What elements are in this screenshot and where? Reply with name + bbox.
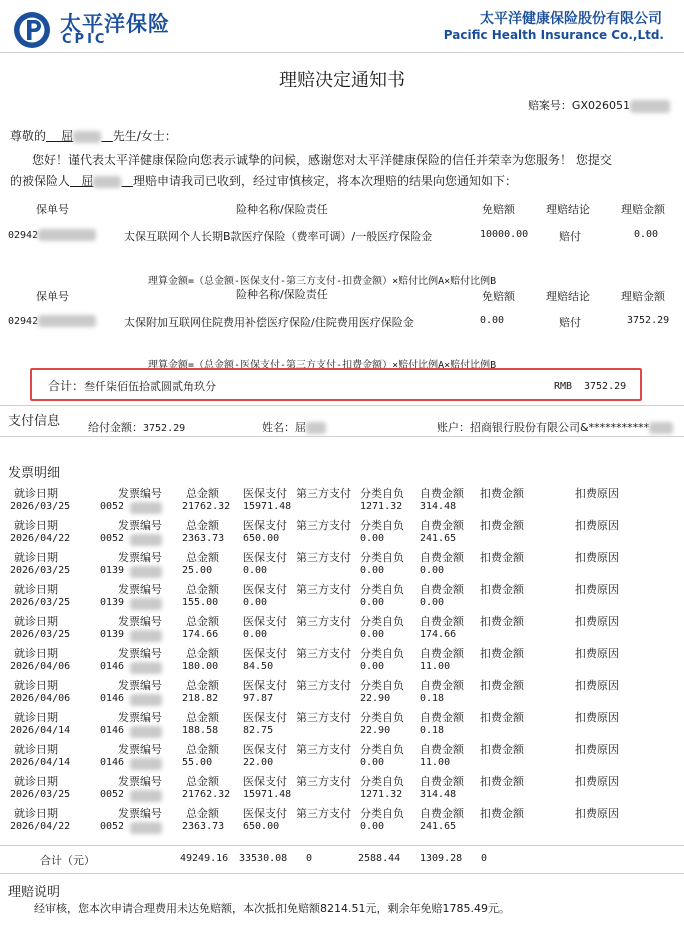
invoice-header-insurance: 医保支付 — [243, 711, 287, 724]
invoice-cell-self: 314.48 — [420, 789, 457, 800]
policy-header-conclusion: 理赔结论 — [546, 290, 590, 303]
invoice-header-classified: 分类自负 — [360, 615, 404, 628]
invoice-cell-no: 0139 — [100, 565, 125, 576]
cpic-logo-icon — [12, 10, 52, 50]
intro-paragraph-line2 — [10, 172, 517, 189]
explanation-title: 理赔说明 — [8, 885, 61, 900]
invoice-header-third-party: 第三方支付 — [296, 775, 351, 788]
invoice-header-classified: 分类自负 — [360, 711, 404, 724]
invoice-cell-no: 0052 — [100, 789, 125, 800]
invoice-cell-self: 241.65 — [420, 533, 457, 544]
invoice-cell-total: 188.58 — [182, 725, 219, 736]
policy-formula: 理算金额=（总金额-医保支付-第三方支付-扣费金额）×赔付比例A×赔付比例B — [148, 276, 497, 287]
invoice-header-deduct-reason: 扣费原因 — [575, 583, 619, 596]
invoice-header-insurance: 医保支付 — [243, 583, 287, 596]
invoice-header-self-paid: 自费金额 — [420, 615, 464, 628]
policy-conclusion: 赔付 — [559, 230, 581, 243]
invoice-cell-date: 2026/04/22 — [10, 533, 71, 544]
policy-header-deductible: 免赔额 — [482, 203, 515, 216]
invoice-cell-classified: 0.00 — [360, 533, 385, 544]
invoice-header-classified: 分类自负 — [360, 647, 404, 660]
redacted-block — [306, 422, 326, 434]
invoice-cell-insurance: 0.00 — [243, 597, 268, 608]
invoice-cell-self: 314.48 — [420, 501, 457, 512]
invoice-header-invoice-no: 发票编号 — [118, 487, 162, 500]
invoice-header-insurance: 医保支付 — [243, 487, 287, 500]
invoice-cell-total: 155.00 — [182, 597, 219, 608]
invoice-cell-self: 174.66 — [420, 629, 457, 640]
invoice-header-deduct: 扣费金额 — [480, 551, 524, 564]
invoice-header-third-party: 第三方支付 — [296, 519, 351, 532]
redacted-block — [130, 822, 162, 834]
payment-account: 账户：招商银行股份有限公司&*********** — [437, 419, 673, 435]
invoice-header-invoice-no: 发票编号 — [118, 711, 162, 724]
invoice-cell-total: 25.00 — [182, 565, 213, 576]
invoice-header-date: 就诊日期 — [14, 679, 58, 692]
redacted-block — [93, 176, 121, 188]
invoice-header-insurance: 医保支付 — [243, 807, 287, 820]
invoice-cell-date: 2026/03/25 — [10, 789, 71, 800]
invoice-cell-self: 11.00 — [420, 757, 451, 768]
invoice-cell-date: 2026/04/14 — [10, 725, 71, 736]
policy-product: 太保互联网个人长期B款医疗保险（费率可调）/一般医疗保险金 — [124, 230, 433, 243]
invoice-header-third-party: 第三方支付 — [296, 679, 351, 692]
invoice-header-self-paid: 自费金额 — [420, 647, 464, 660]
invoice-cell-classified: 0.00 — [360, 565, 385, 576]
invoice-header-invoice-no: 发票编号 — [118, 647, 162, 660]
invoice-cell-no: 0052 — [100, 533, 125, 544]
payment-amount: 给付金额：3752.29 — [88, 421, 186, 434]
invoice-header-classified: 分类自负 — [360, 487, 404, 500]
invoice-cell-classified: 0.00 — [360, 629, 385, 640]
invoice-header-deduct-reason: 扣费原因 — [575, 615, 619, 628]
policy-number: 02942 — [8, 315, 96, 327]
invoice-header-self-paid: 自费金额 — [420, 583, 464, 596]
policy-header-no: 保单号 — [36, 203, 69, 216]
intro-paragraph-line1: 您好！谨代表太平洋健康保险向您表示诚挚的问候，感谢您对太平洋健康保险的信任并荣幸为您服务！ 您提交 — [32, 153, 612, 167]
invoice-header-insurance: 医保支付 — [243, 647, 287, 660]
invoice-header-classified: 分类自负 — [360, 551, 404, 564]
invoice-header-total: 总金额 — [186, 647, 219, 660]
invoice-cell-date: 2026/04/06 — [10, 693, 71, 704]
invoice-header-insurance: 医保支付 — [243, 519, 287, 532]
invoice-header-third-party: 第三方支付 — [296, 807, 351, 820]
intro-prefix: 的被保险人 — [10, 174, 71, 188]
invoice-header-date: 就诊日期 — [14, 519, 58, 532]
invoice-cell-date: 2026/03/25 — [10, 597, 71, 608]
redacted-block — [630, 100, 670, 113]
invoice-header-invoice-no: 发票编号 — [118, 519, 162, 532]
invoice-header-classified: 分类自负 — [360, 775, 404, 788]
invoice-header-date: 就诊日期 — [14, 647, 58, 660]
policy-header-amount: 理赔金额 — [621, 290, 665, 303]
intro-suffix: 理赔申请我司已收到，经过审慎核定，将本次理赔的结果向您通知如下： — [132, 174, 517, 188]
invoice-header-deduct-reason: 扣费原因 — [575, 551, 619, 564]
invoice-header-deduct: 扣费金额 — [480, 519, 524, 532]
redacted-block — [130, 566, 162, 578]
invoice-cell-classified: 1271.32 — [360, 789, 403, 800]
invoice-header-total: 总金额 — [186, 775, 219, 788]
policy-formula: 理算金额=（总金额-医保支付-第三方支付-扣费金额）×赔付比例A×赔付比例B — [148, 360, 497, 371]
invoice-header-date: 就诊日期 — [14, 775, 58, 788]
invoice-cell-self: 241.65 — [420, 821, 457, 832]
invoice-header-self-paid: 自费金额 — [420, 679, 464, 692]
salutation-prefix: 尊敬的 — [10, 129, 47, 143]
invoice-header-invoice-no: 发票编号 — [118, 615, 162, 628]
invoice-cell-no: 0146 — [100, 725, 125, 736]
invoice-header-total: 总金额 — [186, 615, 219, 628]
section-divider — [0, 873, 684, 874]
invoice-cell-classified: 0.00 — [360, 597, 385, 608]
redacted-block — [130, 630, 162, 642]
invoice-cell-date: 2026/03/25 — [10, 629, 71, 640]
invoice-total-divider — [0, 845, 684, 846]
case-number — [528, 97, 670, 113]
invoice-header-total: 总金额 — [186, 551, 219, 564]
invoice-cell-no: 0139 — [100, 597, 125, 608]
invoice-header-insurance: 医保支付 — [243, 615, 287, 628]
invoice-header-third-party: 第三方支付 — [296, 551, 351, 564]
policy-header-product: 险种名称/保险责任 — [236, 288, 328, 301]
invoice-header-third-party: 第三方支付 — [296, 583, 351, 596]
invoice-header-invoice-no: 发票编号 — [118, 743, 162, 756]
invoice-cell-insurance: 22.00 — [243, 757, 274, 768]
invoice-cell-insurance: 15971.48 — [243, 501, 292, 512]
explanation-text: 经审核，您本次申请合理费用未达免赔额，本次抵扣免赔额8214.51元，剩余年免赔1785.49元。 — [34, 902, 510, 915]
invoice-header-date: 就诊日期 — [14, 487, 58, 500]
invoice-header-deduct: 扣费金额 — [480, 647, 524, 660]
salutation — [10, 127, 177, 144]
invoice-cell-insurance: 15971.48 — [243, 789, 292, 800]
invoice-cell-insurance: 0.00 — [243, 629, 268, 640]
invoice-cell-insurance: 650.00 — [243, 821, 280, 832]
invoice-cell-total: 21762.32 — [182, 501, 231, 512]
redacted-block — [38, 315, 96, 327]
invoice-header-self-paid: 自费金额 — [420, 743, 464, 756]
redacted-block — [130, 694, 162, 706]
policy-deductible: 0.00 — [480, 315, 505, 326]
invoice-total-deduct: 0 — [481, 853, 488, 864]
policy-number: 02942 — [8, 229, 96, 241]
company-name-en: Pacific Health Insurance Co.,Ltd. — [443, 28, 664, 42]
invoice-cell-no: 0146 — [100, 757, 125, 768]
invoice-cell-total: 174.66 — [182, 629, 219, 640]
redacted-block — [130, 502, 162, 514]
invoice-header-self-paid: 自费金额 — [420, 711, 464, 724]
invoice-header-invoice-no: 发票编号 — [118, 679, 162, 692]
policy-header-product: 险种名称/保险责任 — [236, 203, 328, 216]
invoice-cell-no: 0052 — [100, 501, 125, 512]
invoice-cell-date: 2026/04/06 — [10, 661, 71, 672]
invoice-cell-total: 2363.73 — [182, 821, 225, 832]
invoice-header-third-party: 第三方支付 — [296, 711, 351, 724]
invoice-header-date: 就诊日期 — [14, 583, 58, 596]
invoice-cell-total: 55.00 — [182, 757, 213, 768]
invoice-cell-classified: 0.00 — [360, 661, 385, 672]
invoice-cell-total: 2363.73 — [182, 533, 225, 544]
invoice-header-invoice-no: 发票编号 — [118, 583, 162, 596]
invoice-header-date: 就诊日期 — [14, 807, 58, 820]
invoice-header-self-paid: 自费金额 — [420, 487, 464, 500]
redacted-block — [38, 229, 96, 241]
invoice-cell-date: 2026/03/25 — [10, 565, 71, 576]
invoice-header-self-paid: 自费金额 — [420, 551, 464, 564]
company-name-cn: 太平洋健康保险股份有限公司 — [480, 11, 662, 27]
invoice-cell-classified: 22.90 — [360, 693, 391, 704]
section-divider — [0, 436, 684, 437]
redacted-block — [130, 662, 162, 674]
invoice-header-total: 总金额 — [186, 807, 219, 820]
invoice-header-insurance: 医保支付 — [243, 679, 287, 692]
policy-header-no: 保单号 — [36, 290, 69, 303]
invoice-header-deduct: 扣费金额 — [480, 743, 524, 756]
case-number-label: 赔案号：GX026051 — [527, 99, 630, 112]
invoice-header-deduct-reason: 扣费原因 — [575, 807, 619, 820]
policy-deductible: 10000.00 — [480, 229, 529, 240]
invoice-header-deduct: 扣费金额 — [480, 487, 524, 500]
invoice-cell-no: 0052 — [100, 821, 125, 832]
invoice-header-deduct: 扣费金额 — [480, 775, 524, 788]
invoice-cell-classified: 1271.32 — [360, 501, 403, 512]
invoice-header-invoice-no: 发票编号 — [118, 551, 162, 564]
redacted-block — [130, 726, 162, 738]
payment-name: 姓名：屈 — [262, 419, 326, 435]
invoice-header-total: 总金额 — [186, 743, 219, 756]
invoice-section-title: 发票明细 — [8, 466, 61, 481]
policy-product: 太保附加互联网住院费用补偿医疗保险/住院费用医疗保险金 — [124, 316, 414, 329]
invoice-cell-insurance: 650.00 — [243, 533, 280, 544]
invoice-total-amount: 49249.16 — [180, 853, 229, 864]
insured-name: 屈 — [81, 174, 94, 188]
invoice-cell-self: 11.00 — [420, 661, 451, 672]
invoice-total-third: 0 — [306, 853, 313, 864]
brand-name-cn: 太平洋保险 — [60, 12, 170, 36]
section-divider — [0, 405, 684, 406]
invoice-cell-insurance: 97.87 — [243, 693, 274, 704]
invoice-header-total: 总金额 — [186, 583, 219, 596]
invoice-cell-no: 0146 — [100, 661, 125, 672]
invoice-header-deduct-reason: 扣费原因 — [575, 519, 619, 532]
payment-section-title: 支付信息 — [8, 414, 61, 429]
redacted-block — [130, 758, 162, 770]
invoice-header-insurance: 医保支付 — [243, 551, 287, 564]
invoice-header-third-party: 第三方支付 — [296, 487, 351, 500]
invoice-header-insurance: 医保支付 — [243, 775, 287, 788]
invoice-cell-date: 2026/04/22 — [10, 821, 71, 832]
policy-amount: 3752.29 — [627, 315, 670, 326]
invoice-header-date: 就诊日期 — [14, 711, 58, 724]
invoice-cell-classified: 0.00 — [360, 821, 385, 832]
invoice-header-invoice-no: 发票编号 — [118, 775, 162, 788]
invoice-cell-date: 2026/03/25 — [10, 501, 71, 512]
brand-name-en: CPIC — [62, 32, 108, 47]
invoice-total-label: 合计（元） — [40, 854, 95, 867]
redacted-block — [649, 422, 673, 434]
redacted-block — [130, 790, 162, 802]
total-in-words: 叁仟柒佰伍拾贰圆贰角玖分 — [84, 380, 216, 393]
invoice-header-deduct-reason: 扣费原因 — [575, 711, 619, 724]
invoice-header-classified: 分类自负 — [360, 807, 404, 820]
invoice-cell-no: 0139 — [100, 629, 125, 640]
invoice-header-third-party: 第三方支付 — [296, 615, 351, 628]
invoice-header-invoice-no: 发票编号 — [118, 807, 162, 820]
policy-conclusion: 赔付 — [559, 316, 581, 329]
invoice-cell-classified: 0.00 — [360, 757, 385, 768]
invoice-header-classified: 分类自负 — [360, 743, 404, 756]
invoice-header-third-party: 第三方支付 — [296, 647, 351, 660]
invoice-header-classified: 分类自负 — [360, 583, 404, 596]
invoice-header-deduct: 扣费金额 — [480, 807, 524, 820]
invoice-cell-self: 0.00 — [420, 597, 445, 608]
invoice-cell-insurance: 84.50 — [243, 661, 274, 672]
invoice-header-self-paid: 自费金额 — [420, 807, 464, 820]
invoice-cell-no: 0146 — [100, 693, 125, 704]
insured-name-field — [70, 174, 133, 188]
total-label: 合计： — [48, 379, 85, 393]
salutation-name-field — [46, 129, 113, 143]
invoice-header-date: 就诊日期 — [14, 743, 58, 756]
invoice-header-total: 总金额 — [186, 679, 219, 692]
invoice-header-classified: 分类自负 — [360, 519, 404, 532]
redacted-block — [130, 534, 162, 546]
invoice-total-self: 1309.28 — [420, 853, 463, 864]
invoice-header-deduct-reason: 扣费原因 — [575, 679, 619, 692]
invoice-header-deduct: 扣费金额 — [480, 583, 524, 596]
invoice-total-insurance: 33530.08 — [239, 853, 288, 864]
invoice-header-date: 就诊日期 — [14, 615, 58, 628]
invoice-header-self-paid: 自费金额 — [420, 519, 464, 532]
redacted-block — [130, 598, 162, 610]
invoice-cell-total: 218.82 — [182, 693, 219, 704]
salutation-suffix: 先生/女士： — [112, 129, 177, 143]
invoice-header-self-paid: 自费金额 — [420, 775, 464, 788]
redacted-block — [73, 131, 101, 143]
policy-header-conclusion: 理赔结论 — [546, 203, 590, 216]
invoice-cell-total: 180.00 — [182, 661, 219, 672]
invoice-cell-total: 21762.32 — [182, 789, 231, 800]
invoice-header-date: 就诊日期 — [14, 551, 58, 564]
invoice-cell-insurance: 0.00 — [243, 565, 268, 576]
invoice-cell-self: 0.18 — [420, 725, 445, 736]
invoice-header-deduct-reason: 扣费原因 — [575, 487, 619, 500]
total-amount: 3752.29 — [584, 381, 627, 392]
document-title: 理赔决定通知书 — [279, 70, 405, 91]
invoice-cell-self: 0.00 — [420, 565, 445, 576]
invoice-cell-self: 0.18 — [420, 693, 445, 704]
policy-header-deductible: 免赔额 — [482, 290, 515, 303]
invoice-header-classified: 分类自负 — [360, 679, 404, 692]
invoice-header-deduct-reason: 扣费原因 — [575, 743, 619, 756]
invoice-cell-date: 2026/04/14 — [10, 757, 71, 768]
invoice-header-deduct-reason: 扣费原因 — [575, 647, 619, 660]
invoice-header-deduct: 扣费金额 — [480, 615, 524, 628]
invoice-header-deduct: 扣费金额 — [480, 679, 524, 692]
invoice-total-classified: 2588.44 — [358, 853, 401, 864]
salutation-name: 屈 — [61, 129, 74, 143]
invoice-header-total: 总金额 — [186, 711, 219, 724]
invoice-header-deduct-reason: 扣费原因 — [575, 775, 619, 788]
policy-header-amount: 理赔金额 — [621, 203, 665, 216]
header-divider — [0, 52, 684, 53]
invoice-header-total: 总金额 — [186, 519, 219, 532]
invoice-cell-insurance: 82.75 — [243, 725, 274, 736]
invoice-cell-classified: 22.90 — [360, 725, 391, 736]
policy-amount: 0.00 — [634, 229, 659, 240]
invoice-header-third-party: 第三方支付 — [296, 743, 351, 756]
total-currency: RMB — [554, 381, 573, 392]
invoice-header-total: 总金额 — [186, 487, 219, 500]
invoice-header-deduct: 扣费金额 — [480, 711, 524, 724]
invoice-header-insurance: 医保支付 — [243, 743, 287, 756]
